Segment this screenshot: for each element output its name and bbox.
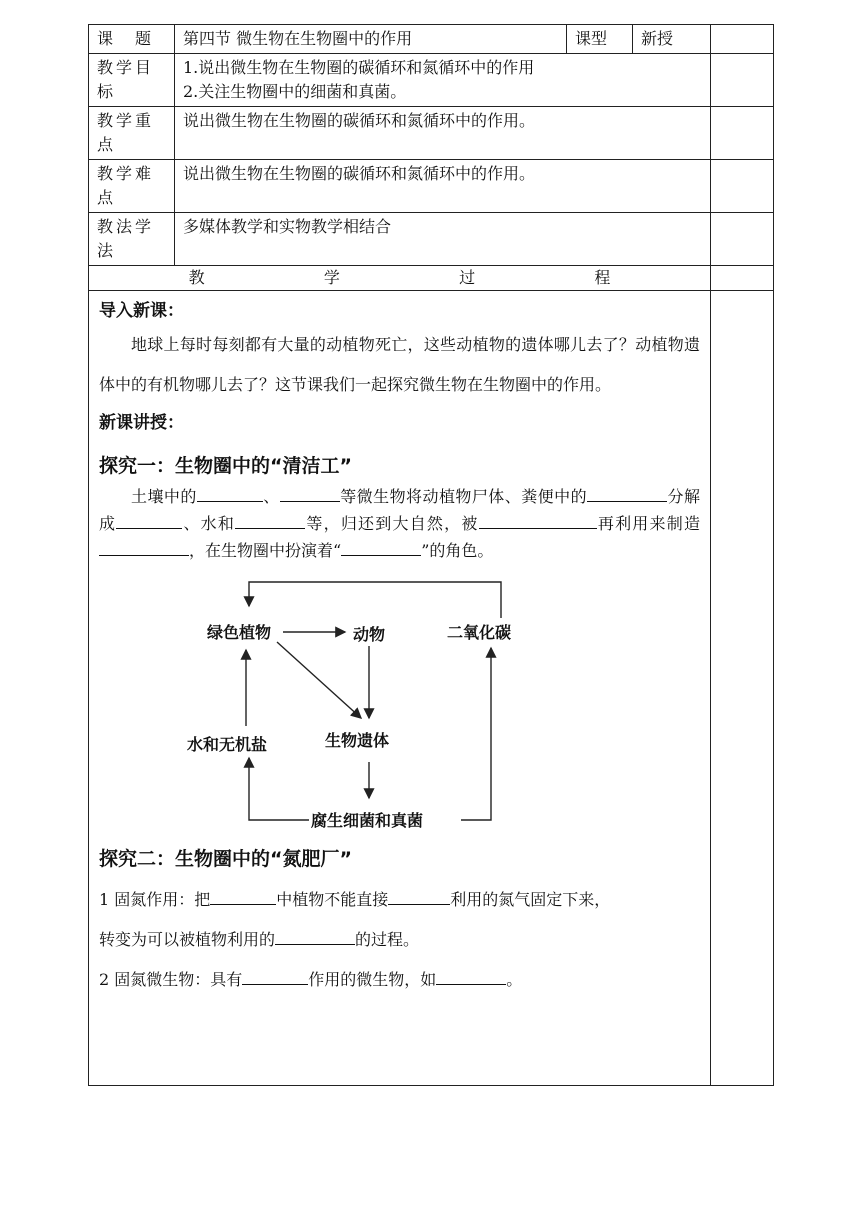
answer-blank[interactable] <box>341 537 421 556</box>
topic-label: 课 题 <box>89 25 175 54</box>
key-point-label: 教学重点 <box>89 107 175 160</box>
answer-blank[interactable] <box>116 510 182 529</box>
goal-value <box>175 54 711 107</box>
fill-text: 再利用来制造 <box>596 514 700 533</box>
answer-blank[interactable] <box>280 483 340 502</box>
method-value: 多媒体教学和实物教学相结合 <box>175 213 711 266</box>
fill-text: ，在生物圈中扮演着“ <box>189 541 342 560</box>
lesson-plan-page <box>88 24 773 1086</box>
fixation-line <box>99 920 700 960</box>
side-column-cell <box>711 160 774 213</box>
fill-text: ”的角色。 <box>421 541 494 560</box>
side-column-cell <box>711 266 774 291</box>
fill-text: 等，归还到大自然，被 <box>305 514 479 533</box>
node-decomposer: 腐生细菌和真菌 <box>311 811 424 830</box>
node-green-plant: 绿色植物 <box>207 623 272 642</box>
fill-text: 的过程。 <box>355 930 420 949</box>
method-row <box>89 213 774 266</box>
key-point-row <box>89 107 774 160</box>
answer-blank[interactable] <box>197 483 263 502</box>
fill-text: 1 固氮作用：把 <box>99 890 211 909</box>
arrow-plant-to-remains <box>277 642 361 718</box>
topic-value: 第四节 微生物在生物圈中的作用 <box>175 25 567 54</box>
arrow-decomposer-to-water <box>249 758 309 820</box>
answer-blank[interactable] <box>242 966 308 985</box>
goal-row <box>89 54 774 107</box>
goal-line: 1.说出微生物在生物圈的碳循环和氮循环中的作用 <box>183 58 535 77</box>
fill-text: 中植物不能直接 <box>276 890 389 909</box>
fill-text: 。 <box>506 970 523 989</box>
intro-title: 导入新课： <box>99 301 184 321</box>
process-char: 教 <box>188 268 205 287</box>
arrow-decomposer-to-co2 <box>461 648 491 820</box>
side-column-cell <box>711 213 774 266</box>
goal-label: 教学目标 <box>89 54 175 107</box>
intro-text: 地球上每时每刻都有大量的动植物死亡，这些动植物的遗体哪儿去了？动植物遗体中的有机物哪儿去了？这节课我们一起探究微生物在生物圈中的作用。 <box>99 335 700 394</box>
fill-text: 、水和 <box>182 514 236 533</box>
side-column-cell <box>711 54 774 107</box>
fill-text: 转变为可以被植物利用的 <box>99 930 276 949</box>
answer-blank[interactable] <box>479 510 597 529</box>
main-content-cell <box>89 291 711 1086</box>
new-lesson-title: 新课讲授： <box>99 413 184 433</box>
side-column-cell <box>711 25 774 54</box>
fill-text: 作用的微生物，如 <box>308 970 437 989</box>
explore-one-title: 探究一：生物圈中的“清洁工” <box>99 455 352 477</box>
process-char: 程 <box>594 268 611 287</box>
difficulty-label: 教学难点 <box>89 160 175 213</box>
fill-text: 2 固氮微生物：具有 <box>99 970 243 989</box>
main-content-row <box>89 291 774 1086</box>
goal-line: 2.关注生物圈中的细菌和真菌。 <box>183 82 407 101</box>
difficulty-row <box>89 160 774 213</box>
process-heading <box>89 266 711 291</box>
process-char: 学 <box>323 268 340 287</box>
fill-text: 等微生物将动植物尸体、粪便中的 <box>339 487 588 506</box>
method-label: 教法学法 <box>89 213 175 266</box>
explore-two-title: 探究二：生物圈中的“氮肥厂” <box>99 848 352 870</box>
answer-blank[interactable] <box>436 966 506 985</box>
node-co2: 二氧化碳 <box>447 623 512 642</box>
lesson-plan-table <box>88 24 774 1086</box>
node-animal: 动物 <box>353 625 386 644</box>
fixation-line <box>99 880 700 920</box>
fill-text: 分解成 <box>99 487 700 533</box>
key-point-value: 说出微生物在生物圈的碳循环和氮循环中的作用。 <box>175 107 711 160</box>
answer-blank[interactable] <box>99 537 189 556</box>
answer-blank[interactable] <box>275 926 355 945</box>
fill-text: 、 <box>262 487 280 506</box>
side-column-cell <box>711 107 774 160</box>
node-water-salt: 水和无机盐 <box>187 735 268 754</box>
node-remains: 生物遗体 <box>325 731 390 750</box>
process-char: 过 <box>459 268 476 287</box>
arrow-co2-to-plant <box>249 582 501 618</box>
fill-text: 利用的氮气固定下来， <box>450 890 611 909</box>
topic-row <box>89 25 774 54</box>
fill-text: 土壤中的 <box>131 487 197 506</box>
type-value: 新授 <box>633 25 711 54</box>
type-label: 课型 <box>567 25 633 54</box>
explore-one-text <box>99 483 700 564</box>
answer-blank[interactable] <box>587 483 667 502</box>
microbe-line <box>99 960 700 1000</box>
difficulty-value: 说出微生物在生物圈的碳循环和氮循环中的作用。 <box>175 160 711 213</box>
carbon-cycle-diagram <box>99 570 784 832</box>
answer-blank[interactable] <box>235 510 305 529</box>
explore-two-list <box>99 880 700 1000</box>
process-heading-row <box>89 266 774 291</box>
answer-blank[interactable] <box>388 886 450 905</box>
answer-blank[interactable] <box>210 886 276 905</box>
cycle-arrows <box>99 570 764 832</box>
